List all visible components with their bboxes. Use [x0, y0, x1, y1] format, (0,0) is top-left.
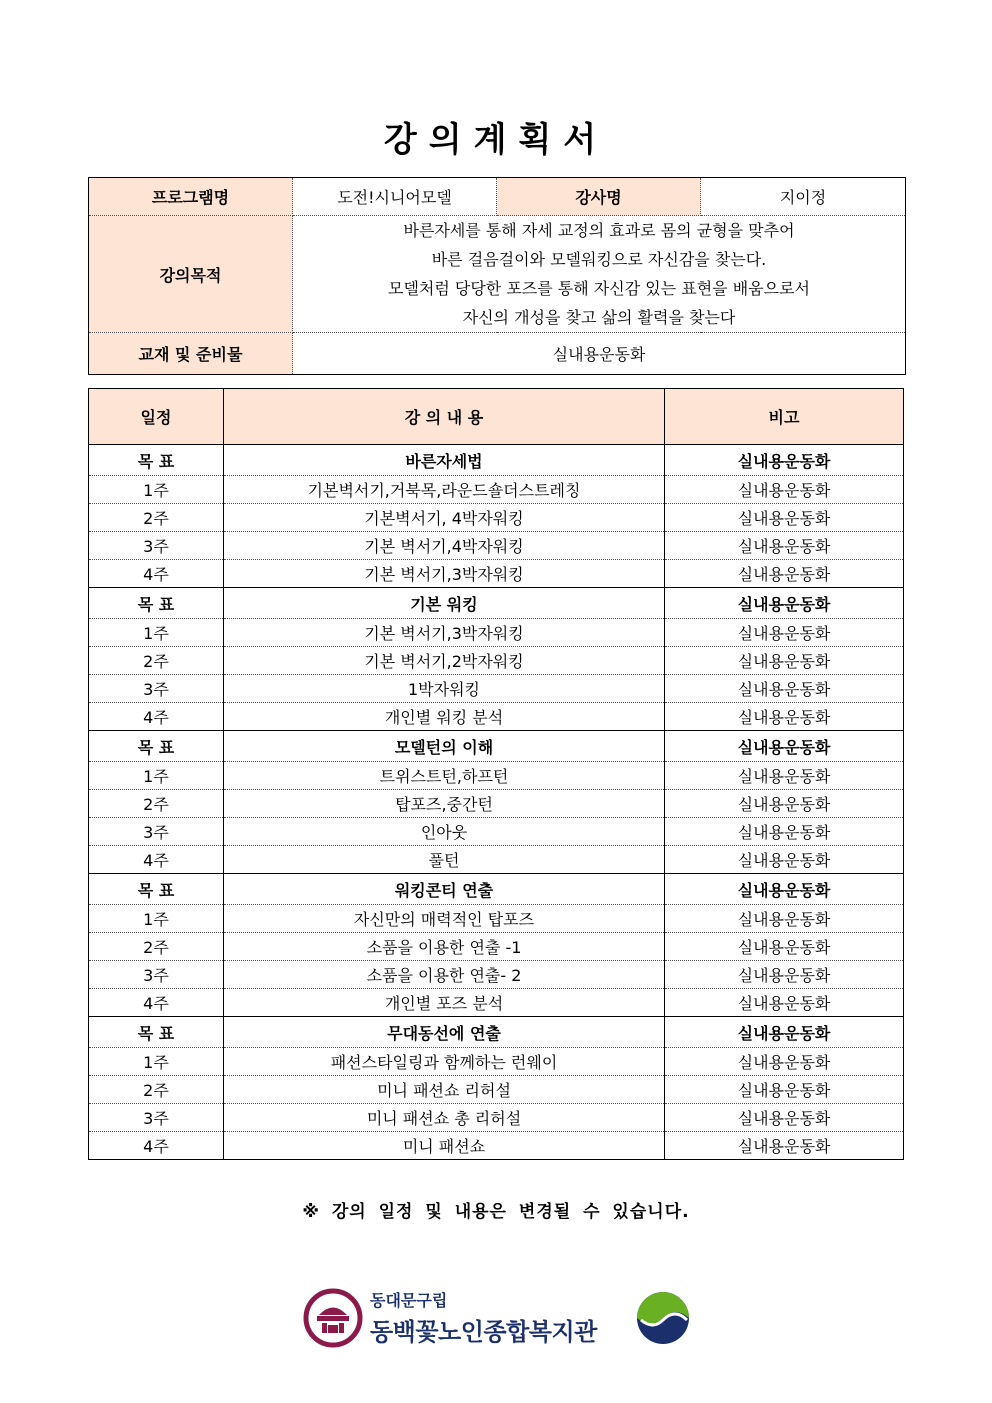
week-note: 실내용운동화	[665, 647, 904, 675]
week-label: 2주	[89, 933, 224, 961]
header-note: 비고	[665, 389, 904, 445]
program-info-table	[88, 177, 906, 375]
week-content: 기본벽서기, 4박자워킹	[224, 504, 665, 532]
week-row	[89, 532, 904, 560]
schedule-header-row	[89, 389, 904, 445]
week-row	[89, 647, 904, 675]
week-row	[89, 818, 904, 846]
week-content: 개인별 워킹 분석	[224, 703, 665, 731]
week-row	[89, 846, 904, 874]
week-row	[89, 1048, 904, 1076]
week-label: 1주	[89, 476, 224, 504]
week-row	[89, 933, 904, 961]
materials-label: 교재 및 준비물	[89, 333, 293, 375]
week-note: 실내용운동화	[665, 846, 904, 874]
week-content: 인아웃	[224, 818, 665, 846]
week-note: 실내용운동화	[665, 675, 904, 703]
goal-row	[89, 588, 904, 619]
week-row	[89, 1104, 904, 1132]
week-row	[89, 560, 904, 588]
week-row	[89, 476, 904, 504]
week-note: 실내용운동화	[665, 933, 904, 961]
week-label: 1주	[89, 1048, 224, 1076]
goal-note: 실내용운동화	[665, 731, 904, 762]
instructor-value: 지이정	[701, 178, 906, 216]
week-note: 실내용운동화	[665, 504, 904, 532]
goal-label: 목 표	[89, 731, 224, 762]
week-row	[89, 1132, 904, 1160]
week-label: 1주	[89, 762, 224, 790]
week-label: 2주	[89, 790, 224, 818]
goal-note: 실내용운동화	[665, 874, 904, 905]
week-label: 3주	[89, 675, 224, 703]
instructor-label: 강사명	[497, 178, 701, 216]
week-label: 3주	[89, 532, 224, 560]
week-note: 실내용운동화	[665, 790, 904, 818]
week-note: 실내용운동화	[665, 619, 904, 647]
week-content: 소품을 이용한 연출- 2	[224, 961, 665, 989]
week-note: 실내용운동화	[665, 560, 904, 588]
goal-title: 모델턴의 이해	[224, 731, 665, 762]
week-label: 2주	[89, 504, 224, 532]
camellia-emblem-icon	[303, 1288, 363, 1348]
week-note: 실내용운동화	[665, 989, 904, 1017]
goal-label: 목 표	[89, 1017, 224, 1048]
week-content: 기본 벽서기,3박자워킹	[224, 619, 665, 647]
goal-row	[89, 445, 904, 476]
week-content: 미니 패션쇼	[224, 1132, 665, 1160]
week-content: 트위스트턴,하프턴	[224, 762, 665, 790]
week-content: 개인별 포즈 분석	[224, 989, 665, 1017]
materials-value: 실내용운동화	[293, 333, 906, 375]
week-label: 4주	[89, 703, 224, 731]
goal-note: 실내용운동화	[665, 1017, 904, 1048]
week-row	[89, 905, 904, 933]
week-row	[89, 619, 904, 647]
week-row	[89, 1076, 904, 1104]
logo-subtitle: 동대문구립	[370, 1291, 448, 1310]
week-content: 패션스타일링과 함께하는 런웨이	[224, 1048, 665, 1076]
purpose-line: 모델처럼 당당한 포즈를 통해 자신감 있는 표현을 배움으로서	[387, 279, 810, 298]
logo-name: 동백꽃노인종합복지관	[370, 1318, 597, 1346]
goal-title: 바른자세법	[224, 445, 665, 476]
purpose-line: 자신의 개성을 찾고 삶의 활력을 찾는다	[462, 308, 736, 327]
week-note: 실내용운동화	[665, 818, 904, 846]
week-note: 실내용운동화	[665, 532, 904, 560]
week-row	[89, 790, 904, 818]
goal-title: 워킹콘티 연출	[224, 874, 665, 905]
week-label: 4주	[89, 846, 224, 874]
goal-label: 목 표	[89, 588, 224, 619]
goal-row	[89, 1017, 904, 1048]
week-row	[89, 675, 904, 703]
week-row	[89, 762, 904, 790]
header-schedule: 일정	[89, 389, 224, 445]
purpose-line: 바른자세를 통해 자세 교정의 효과로 몸의 균형을 맞추어	[403, 221, 795, 240]
goal-title: 무대동선에 연출	[224, 1017, 665, 1048]
goal-row	[89, 874, 904, 905]
week-content: 소품을 이용한 연출 -1	[224, 933, 665, 961]
program-name-value: 도전!시니어모델	[293, 178, 497, 216]
week-label: 4주	[89, 989, 224, 1017]
week-note: 실내용운동화	[665, 905, 904, 933]
week-content: 자신만의 매력적인 탑포즈	[224, 905, 665, 933]
week-row	[89, 961, 904, 989]
week-content: 풀턴	[224, 846, 665, 874]
week-label: 1주	[89, 905, 224, 933]
week-note: 실내용운동화	[665, 1132, 904, 1160]
purpose-line: 바른 걸음걸이와 모델워킹으로 자신감을 찾는다.	[431, 250, 767, 269]
week-note: 실내용운동화	[665, 1076, 904, 1104]
week-content: 탑포즈,중간턴	[224, 790, 665, 818]
week-note: 실내용운동화	[665, 1104, 904, 1132]
goal-row	[89, 731, 904, 762]
week-content: 기본 벽서기,4박자워킹	[224, 532, 665, 560]
week-content: 기본 벽서기,2박자워킹	[224, 647, 665, 675]
program-name-label: 프로그램명	[89, 178, 293, 216]
week-note: 실내용운동화	[665, 961, 904, 989]
goal-label: 목 표	[89, 874, 224, 905]
goal-note: 실내용운동화	[665, 445, 904, 476]
schedule-table	[88, 388, 904, 1160]
week-content: 기본벽서기,거북목,라운드숄더스트레칭	[224, 476, 665, 504]
week-row	[89, 989, 904, 1017]
schedule-change-notice: ※ 강의 일정 및 내용은 변경될 수 있습니다.	[302, 1202, 690, 1222]
week-content: 기본 벽서기,3박자워킹	[224, 560, 665, 588]
week-label: 3주	[89, 1104, 224, 1132]
week-note: 실내용운동화	[665, 1048, 904, 1076]
week-content: 미니 패션쇼 총 리허설	[224, 1104, 665, 1132]
purpose-text	[293, 216, 906, 333]
week-row	[89, 504, 904, 532]
goal-title: 기본 워킹	[224, 588, 665, 619]
week-label: 2주	[89, 1076, 224, 1104]
week-label: 4주	[89, 1132, 224, 1160]
week-label: 3주	[89, 818, 224, 846]
week-label: 1주	[89, 619, 224, 647]
week-note: 실내용운동화	[665, 476, 904, 504]
purpose-label: 강의목적	[89, 216, 293, 333]
week-label: 4주	[89, 560, 224, 588]
header-content: 강 의 내 용	[224, 389, 665, 445]
week-label: 2주	[89, 647, 224, 675]
week-content: 미니 패션쇼 리허설	[224, 1076, 665, 1104]
goal-note: 실내용운동화	[665, 588, 904, 619]
week-note: 실내용운동화	[665, 703, 904, 731]
page-title: 강의계획서	[383, 120, 609, 160]
week-row	[89, 703, 904, 731]
week-content: 1박자워킹	[224, 675, 665, 703]
week-note: 실내용운동화	[665, 762, 904, 790]
goal-label: 목 표	[89, 445, 224, 476]
week-label: 3주	[89, 961, 224, 989]
blue-green-circle-symbol-icon	[635, 1290, 691, 1346]
